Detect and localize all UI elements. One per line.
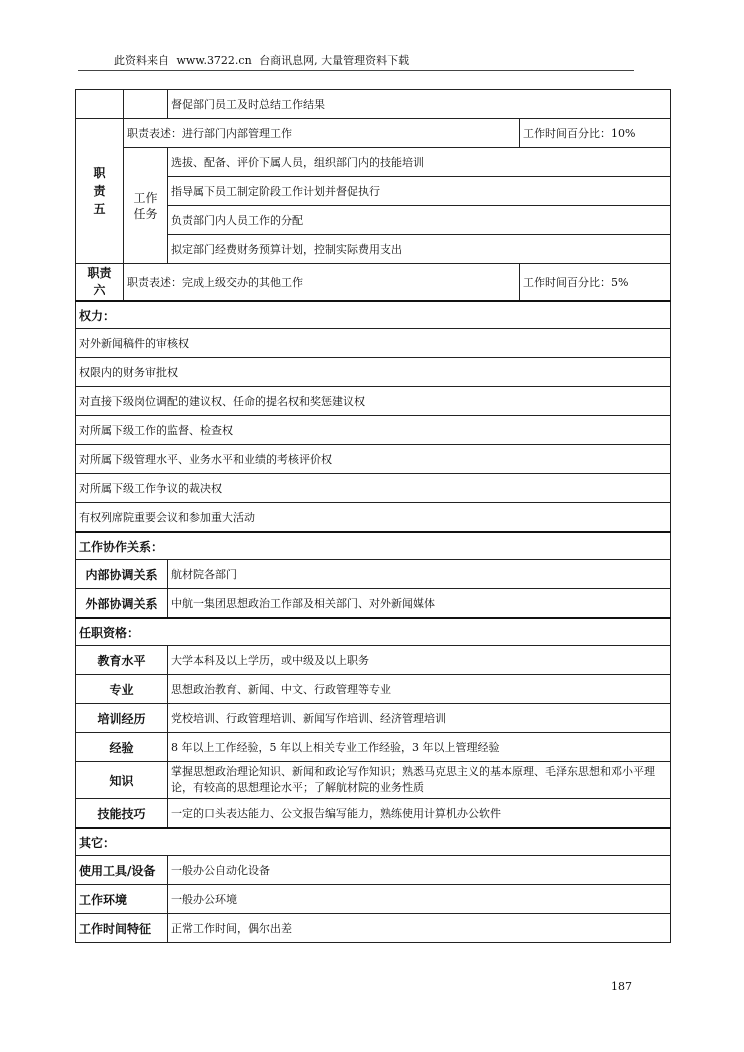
table-row	[76, 560, 671, 589]
table-row	[76, 799, 671, 829]
authority-item: 对所属下级管理水平、业务水平和业绩的考核评价权	[76, 445, 671, 474]
qualification-label: 培训经历	[76, 704, 168, 733]
task-cell: 拟定部门经费财务预算计划，控制实际费用支出	[168, 235, 671, 264]
authority-item: 对所属下级工作争议的裁决权	[76, 474, 671, 503]
other-value: 一般办公自动化设备	[168, 856, 671, 885]
section-header	[76, 828, 671, 856]
table-row	[76, 329, 671, 358]
table-row	[76, 387, 671, 416]
qualification-value: 一定的口头表达能力、公文报告编写能力，熟练使用计算机办公软件	[168, 799, 671, 829]
qualification-value: 掌握思想政治理论知识、新闻和政论写作知识；熟悉马克思主义的基本原理、毛泽东思想和邓小平理论，有较高的思想理论水平；了解航材院的业务性质	[168, 762, 671, 799]
authority-item: 对外新闻稿件的审核权	[76, 329, 671, 358]
authority-title: 权力：	[76, 301, 671, 329]
relation-value: 航材院各部门	[168, 560, 671, 589]
table-row	[76, 733, 671, 762]
authority-item: 对所属下级工作的监督、检查权	[76, 416, 671, 445]
authority-item: 权限内的财务审批权	[76, 358, 671, 387]
page-header	[78, 52, 634, 71]
table-row	[76, 646, 671, 675]
duty5-percent: 工作时间百分比：10%	[520, 119, 671, 148]
qualification-label: 教育水平	[76, 646, 168, 675]
task-cell: 负责部门内人员工作的分配	[168, 206, 671, 235]
table-row	[76, 264, 671, 302]
authority-item: 有权列席院重要会议和参加重大活动	[76, 503, 671, 533]
table-row	[76, 474, 671, 503]
task-cell: 选拔、配备、评价下属人员，组织部门内的技能培训	[168, 148, 671, 177]
duty6-label: 职责 六	[76, 264, 124, 302]
other-label: 工作时间特征	[76, 914, 168, 943]
qualification-value: 党校培训、行政管理培训、新闻写作培训、经济管理培训	[168, 704, 671, 733]
section-header	[76, 532, 671, 560]
table-row	[76, 589, 671, 619]
header-source: 此资料来自	[114, 54, 169, 67]
qualification-label: 技能技巧	[76, 799, 168, 829]
table-row	[76, 90, 671, 119]
page-number: 187	[611, 980, 632, 993]
header-site: www.3722.cn	[176, 54, 252, 67]
table-row	[76, 416, 671, 445]
table-row	[76, 914, 671, 943]
job-description-table	[75, 89, 670, 943]
task-cell: 指导属下员工制定阶段工作计划并督促执行	[168, 177, 671, 206]
relation-label: 内部协调关系	[76, 560, 168, 589]
qualification-value: 思想政治教育、新闻、中文、行政管理等专业	[168, 675, 671, 704]
duty6-statement: 职责表述：完成上级交办的其他工作	[124, 264, 520, 302]
table-row	[76, 885, 671, 914]
qualification-value: 8 年以上工作经验，5 年以上相关专业工作经验，3 年以上管理经验	[168, 733, 671, 762]
qualification-label: 经验	[76, 733, 168, 762]
relation-label: 外部协调关系	[76, 589, 168, 619]
relation-value: 中航一集团思想政治工作部及相关部门、对外新闻媒体	[168, 589, 671, 619]
table-row	[76, 856, 671, 885]
qualification-value: 大学本科及以上学历，或中级及以上职务	[168, 646, 671, 675]
table-row	[76, 148, 671, 177]
duty5-task-label: 工作 任务	[124, 148, 168, 264]
task-cell: 督促部门员工及时总结工作结果	[168, 90, 671, 119]
other-label: 工作环境	[76, 885, 168, 914]
qualification-label: 知识	[76, 762, 168, 799]
relations-title: 工作协作关系：	[76, 532, 671, 560]
table-row	[76, 503, 671, 533]
qualifications-title: 任职资格：	[76, 618, 671, 646]
table-row	[76, 445, 671, 474]
other-label: 使用工具/设备	[76, 856, 168, 885]
table-row	[76, 119, 671, 148]
table-row	[76, 704, 671, 733]
authority-item: 对直接下级岗位调配的建议权、任命的提名权和奖惩建议权	[76, 387, 671, 416]
section-header	[76, 618, 671, 646]
other-value: 正常工作时间，偶尔出差	[168, 914, 671, 943]
other-value: 一般办公环境	[168, 885, 671, 914]
table-row	[76, 762, 671, 799]
duty6-percent: 工作时间百分比：5%	[520, 264, 671, 302]
duty5-label: 职 责 五	[76, 119, 124, 264]
others-title: 其它：	[76, 828, 671, 856]
table-row	[76, 675, 671, 704]
header-desc: 台商讯息网, 大量管理资料下载	[259, 54, 410, 67]
table-row	[76, 358, 671, 387]
section-header	[76, 301, 671, 329]
duty5-statement: 职责表述：进行部门内部管理工作	[124, 119, 520, 148]
qualification-label: 专业	[76, 675, 168, 704]
